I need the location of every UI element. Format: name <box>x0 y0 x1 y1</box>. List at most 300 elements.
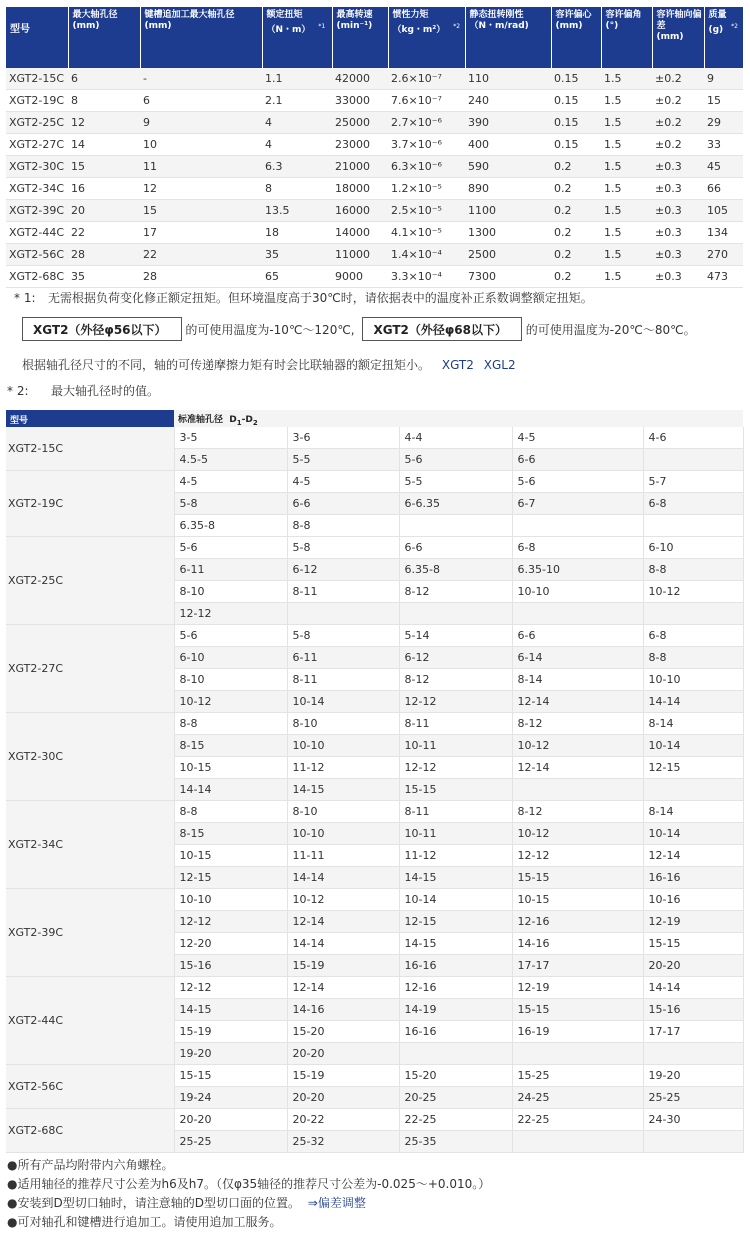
note-1-text: 无需根据负荷变化修正额定扭矩。但环境温度高于30℃时，请依据表中的温度补正系数调整额定扭矩。 <box>48 291 593 305</box>
spec-row <box>6 68 743 90</box>
bore-model-cell: XGT2-15C <box>6 427 174 471</box>
bore-cell: 12-15 <box>643 757 743 779</box>
spec-col-note: *2 <box>731 23 738 30</box>
bore-cell: 20-20 <box>643 955 743 977</box>
bore-cell: 10-14 <box>643 735 743 757</box>
bore-cell <box>512 603 643 625</box>
bore-cell <box>643 449 743 471</box>
temp-box-68: XGT2（外径φ68以下） <box>362 317 522 341</box>
spec-col-header <box>262 7 332 68</box>
spec-cell: 0.15 <box>551 90 601 112</box>
spec-cell: ±0.2 <box>652 112 704 134</box>
bore-model-cell: XGT2-30C <box>6 713 174 801</box>
bore-cell: 20-20 <box>287 1087 399 1109</box>
spec-col-unit: （N・m） <box>266 25 311 35</box>
bore-cell: 5-6 <box>174 537 287 559</box>
bore-cell: 14-15 <box>399 867 512 889</box>
bore-cell: 5-6 <box>399 449 512 471</box>
spec-col-unit: (mm) <box>656 32 684 42</box>
deviation-adjust-link[interactable]: ⇒偏差调整 <box>307 1196 366 1210</box>
bore-cell: 6-7 <box>512 493 643 515</box>
spec-col-note: *1 <box>318 23 326 30</box>
bore-cell: 12-16 <box>399 977 512 999</box>
bore-cell: 5-8 <box>287 537 399 559</box>
spec-row <box>6 244 743 266</box>
bore-cell: 12-14 <box>512 691 643 713</box>
spec-cell: 18000 <box>332 178 388 200</box>
spec-cell: 9 <box>704 68 743 90</box>
torque-note-text: 根据轴孔径尺寸的不同，轴的可传递摩擦力矩有时会比联轴器的额定扭矩小。 <box>22 358 431 372</box>
bore-cell: 14-15 <box>399 933 512 955</box>
spec-cell: 29 <box>704 112 743 134</box>
spec-col-title: 静态扭转刚性 <box>469 10 524 20</box>
spec-col-title: 质量 <box>708 10 727 20</box>
bore-cell: 15-15 <box>512 867 643 889</box>
spec-cell: 134 <box>704 222 743 244</box>
spec-row <box>6 134 743 156</box>
bore-cell: 19-24 <box>174 1087 287 1109</box>
bore-cell <box>643 1131 743 1153</box>
bore-cell: 10-11 <box>399 823 512 845</box>
bore-cell: 12-15 <box>174 867 287 889</box>
spec-cell: 16000 <box>332 200 388 222</box>
spec-col-header <box>652 7 704 68</box>
spec-col-unit: （N・m/rad) <box>469 21 529 31</box>
spec-cell: 2.6×10⁻⁷ <box>388 68 465 90</box>
bore-cell: 11-12 <box>287 757 399 779</box>
bore-cell: 14-15 <box>287 779 399 801</box>
bore-cell: 17-17 <box>512 955 643 977</box>
bore-cell: 5-5 <box>399 471 512 493</box>
spec-cell: 8 <box>262 178 332 200</box>
spec-cell: 22 <box>68 222 140 244</box>
spec-table <box>6 7 744 288</box>
note-2 <box>7 383 159 399</box>
bore-cell: 6-6 <box>399 537 512 559</box>
bore-header-bore <box>174 410 743 427</box>
bore-cell: 8-12 <box>512 713 643 735</box>
spec-cell: 1.5 <box>601 244 652 266</box>
bore-row <box>6 1109 743 1131</box>
spec-cell: 13.5 <box>262 200 332 222</box>
spec-cell: 11 <box>140 156 262 178</box>
spec-col-title: 型号 <box>10 24 30 35</box>
spec-cell: 20 <box>68 200 140 222</box>
spec-model-cell: XGT2-56C <box>6 244 68 266</box>
spec-cell: 1.4×10⁻⁴ <box>388 244 465 266</box>
bore-cell: 25-25 <box>643 1087 743 1109</box>
bore-cell: 8-10 <box>174 581 287 603</box>
bore-cell <box>399 1043 512 1065</box>
bore-cell: 20-20 <box>287 1043 399 1065</box>
bore-cell: 15-20 <box>399 1065 512 1087</box>
spec-cell: 0.15 <box>551 68 601 90</box>
spec-cell: 240 <box>465 90 551 112</box>
bullet-1: ●所有产品均附带内六角螺栓。 <box>7 1158 174 1172</box>
bore-row <box>6 1065 743 1087</box>
spec-cell: ±0.3 <box>652 222 704 244</box>
bore-cell: 11-11 <box>287 845 399 867</box>
bullet-3 <box>7 1194 366 1212</box>
spec-cell: 11000 <box>332 244 388 266</box>
spec-cell: 7.6×10⁻⁷ <box>388 90 465 112</box>
bore-table <box>6 410 744 1153</box>
spec-col-unit: (mm) <box>144 21 172 31</box>
spec-cell: 65 <box>262 266 332 288</box>
bore-cell: 8-11 <box>399 801 512 823</box>
spec-cell: 105 <box>704 200 743 222</box>
bore-model-cell: XGT2-56C <box>6 1065 174 1109</box>
spec-cell: 14 <box>68 134 140 156</box>
spec-cell: 12 <box>68 112 140 134</box>
spec-col-title: 额定扭矩 <box>266 10 303 20</box>
bore-cell <box>287 603 399 625</box>
bore-cell: 3-5 <box>174 427 287 449</box>
bore-cell <box>512 779 643 801</box>
bore-cell: 5-8 <box>174 493 287 515</box>
bore-cell: 6-8 <box>512 537 643 559</box>
spec-row <box>6 266 743 288</box>
spec-col-unit: (min⁻¹) <box>336 21 373 31</box>
bore-row <box>6 427 743 449</box>
bore-cell: 3-6 <box>287 427 399 449</box>
spec-model-cell: XGT2-25C <box>6 112 68 134</box>
bore-cell <box>399 603 512 625</box>
spec-model-cell: XGT2-15C <box>6 68 68 90</box>
bore-cell: 15-19 <box>287 1065 399 1087</box>
spec-col-header <box>388 7 465 68</box>
spec-col-title: 容许偏角 <box>605 10 642 20</box>
bore-cell: 14-16 <box>287 999 399 1021</box>
spec-cell: 1100 <box>465 200 551 222</box>
spec-cell: 15 <box>704 90 743 112</box>
spec-cell: 0.2 <box>551 200 601 222</box>
spec-col-title: 最大轴孔径 <box>72 10 118 20</box>
spec-cell: 590 <box>465 156 551 178</box>
spec-col-header <box>332 7 388 68</box>
bore-cell: 10-10 <box>287 735 399 757</box>
bore-cell: 10-11 <box>399 735 512 757</box>
bore-cell: 8-8 <box>643 559 743 581</box>
bore-cell: 4-4 <box>399 427 512 449</box>
spec-cell: 66 <box>704 178 743 200</box>
spec-cell: ±0.3 <box>652 244 704 266</box>
spec-col-header <box>68 7 140 68</box>
spec-col-header <box>601 7 652 68</box>
bore-cell <box>643 515 743 537</box>
bore-cell: 8-15 <box>174 735 287 757</box>
bore-cell: 8-14 <box>643 713 743 735</box>
bore-cell: 14-14 <box>174 779 287 801</box>
bore-cell: 15-15 <box>399 779 512 801</box>
spec-cell: 6.3×10⁻⁶ <box>388 156 465 178</box>
bore-cell: 14-19 <box>399 999 512 1021</box>
bore-cell: 15-16 <box>643 999 743 1021</box>
bore-cell: 12-14 <box>512 757 643 779</box>
bore-cell: 10-15 <box>174 757 287 779</box>
bore-cell: 6-6 <box>512 625 643 647</box>
link-xgl2[interactable]: XGL2 <box>483 358 516 372</box>
spec-cell: ±0.2 <box>652 90 704 112</box>
spec-cell: 21000 <box>332 156 388 178</box>
bore-cell: 5-6 <box>174 625 287 647</box>
spec-cell: 2500 <box>465 244 551 266</box>
spec-cell: 15 <box>68 156 140 178</box>
bore-cell: 15-15 <box>174 1065 287 1087</box>
bore-cell: 4-5 <box>287 471 399 493</box>
bore-cell: 10-10 <box>643 669 743 691</box>
spec-model-cell: XGT2-27C <box>6 134 68 156</box>
bore-model-cell: XGT2-25C <box>6 537 174 625</box>
bore-cell: 6-11 <box>174 559 287 581</box>
spec-cell: ±0.3 <box>652 200 704 222</box>
bore-cell: 5-7 <box>643 471 743 493</box>
bore-cell: 6.35-8 <box>399 559 512 581</box>
spec-cell: 35 <box>262 244 332 266</box>
spec-cell: ±0.3 <box>652 266 704 288</box>
bore-row <box>6 977 743 999</box>
spec-cell: 1.5 <box>601 178 652 200</box>
spec-row <box>6 222 743 244</box>
bore-cell: 5-5 <box>287 449 399 471</box>
bore-cell: 14-14 <box>287 933 399 955</box>
bore-cell: 14-14 <box>287 867 399 889</box>
spec-cell: 15 <box>140 200 262 222</box>
spec-cell: 25000 <box>332 112 388 134</box>
bore-cell: 14-15 <box>174 999 287 1021</box>
spec-row <box>6 200 743 222</box>
bore-cell: 24-30 <box>643 1109 743 1131</box>
spec-cell: 890 <box>465 178 551 200</box>
bore-cell: 6.35-8 <box>174 515 287 537</box>
temp-box-56: XGT2（外径φ56以下） <box>22 317 182 341</box>
bore-cell: 8-8 <box>643 647 743 669</box>
bore-cell: 16-19 <box>512 1021 643 1043</box>
bore-cell: 10-12 <box>287 889 399 911</box>
spec-cell: 3.3×10⁻⁴ <box>388 266 465 288</box>
bore-cell: 8-11 <box>287 669 399 691</box>
spec-cell: 0.2 <box>551 156 601 178</box>
bore-cell: 15-20 <box>287 1021 399 1043</box>
bore-model-cell: XGT2-68C <box>6 1109 174 1153</box>
bore-cell: 8-12 <box>512 801 643 823</box>
bore-cell <box>512 1043 643 1065</box>
bore-cell <box>643 603 743 625</box>
bore-cell: 10-15 <box>512 889 643 911</box>
spec-cell: 4 <box>262 134 332 156</box>
bore-cell: 6-10 <box>174 647 287 669</box>
bore-cell: 10-10 <box>174 889 287 911</box>
bore-cell <box>643 1043 743 1065</box>
spec-cell: 4 <box>262 112 332 134</box>
bullet-3-text: ●安装到D型切口轴时，请注意轴的D型切口面的位置。 <box>7 1196 300 1210</box>
bore-cell: 8-15 <box>174 823 287 845</box>
spec-cell: 0.2 <box>551 244 601 266</box>
spec-cell: 9 <box>140 112 262 134</box>
bore-cell: 8-8 <box>287 515 399 537</box>
bore-cell: 10-16 <box>643 889 743 911</box>
torque-note <box>22 357 516 373</box>
bore-cell: 19-20 <box>643 1065 743 1087</box>
bore-cell: 10-15 <box>174 845 287 867</box>
spec-cell: 6 <box>140 90 262 112</box>
bore-cell: 8-14 <box>643 801 743 823</box>
spec-cell: 1.2×10⁻⁵ <box>388 178 465 200</box>
bore-cell: 12-12 <box>174 977 287 999</box>
spec-model-cell: XGT2-44C <box>6 222 68 244</box>
bore-cell: 12-14 <box>287 911 399 933</box>
spec-col-header <box>140 7 262 68</box>
bore-model-cell: XGT2-34C <box>6 801 174 889</box>
bore-cell: 15-16 <box>174 955 287 977</box>
spec-model-cell: XGT2-39C <box>6 200 68 222</box>
link-xgt2[interactable]: XGT2 <box>441 358 474 372</box>
bore-cell: 4.5-5 <box>174 449 287 471</box>
spec-col-unit: (°) <box>605 21 619 31</box>
bore-cell: 25-32 <box>287 1131 399 1153</box>
spec-col-title: 惯性力矩 <box>392 10 429 20</box>
spec-cell: 270 <box>704 244 743 266</box>
spec-row <box>6 156 743 178</box>
bore-cell: 5-8 <box>287 625 399 647</box>
bore-cell: 15-25 <box>512 1065 643 1087</box>
bore-cell: 12-12 <box>512 845 643 867</box>
spec-cell: 473 <box>704 266 743 288</box>
spec-cell: 14000 <box>332 222 388 244</box>
spec-cell: 7300 <box>465 266 551 288</box>
bore-cell: 22-25 <box>512 1109 643 1131</box>
spec-cell: 18 <box>262 222 332 244</box>
spec-col-unit: (mm) <box>555 21 583 31</box>
bore-header-row <box>6 410 743 427</box>
spec-cell: 390 <box>465 112 551 134</box>
spec-row <box>6 178 743 200</box>
spec-header-row <box>6 7 743 68</box>
spec-model-cell: XGT2-34C <box>6 178 68 200</box>
spec-cell: 10 <box>140 134 262 156</box>
bore-cell: 10-12 <box>512 735 643 757</box>
bore-cell: 10-10 <box>287 823 399 845</box>
spec-col-unit: (mm) <box>72 21 100 31</box>
bore-header-dash: -D <box>241 415 253 426</box>
bore-cell: 5-6 <box>512 471 643 493</box>
bore-cell: 14-14 <box>643 977 743 999</box>
spec-model-cell: XGT2-30C <box>6 156 68 178</box>
bore-cell: 14-14 <box>643 691 743 713</box>
spec-cell: 17 <box>140 222 262 244</box>
bore-cell <box>399 515 512 537</box>
bore-cell: 5-14 <box>399 625 512 647</box>
bore-cell: 15-19 <box>287 955 399 977</box>
spec-cell: 1.5 <box>601 266 652 288</box>
bore-cell: 16-16 <box>399 955 512 977</box>
bore-cell: 12-16 <box>512 911 643 933</box>
spec-cell: 22 <box>140 244 262 266</box>
spec-col-title: 最高转速 <box>336 10 373 20</box>
spec-col-header <box>6 7 68 68</box>
bore-cell: 10-14 <box>399 889 512 911</box>
spec-cell: ±0.2 <box>652 134 704 156</box>
bore-cell: 19-20 <box>174 1043 287 1065</box>
spec-cell: 0.2 <box>551 266 601 288</box>
bore-cell: 14-16 <box>512 933 643 955</box>
bore-cell: 6-6 <box>512 449 643 471</box>
spec-cell: - <box>140 68 262 90</box>
bore-header-sub2: 2 <box>252 418 258 427</box>
note-2-mark: * 2: <box>7 384 29 398</box>
bore-cell: 8-12 <box>399 581 512 603</box>
bore-cell: 8-14 <box>512 669 643 691</box>
spec-cell: 400 <box>465 134 551 156</box>
spec-cell: 0.15 <box>551 112 601 134</box>
bore-cell: 8-11 <box>399 713 512 735</box>
bore-row <box>6 471 743 493</box>
temperature-line <box>22 317 696 343</box>
bore-cell: 12-19 <box>512 977 643 999</box>
spec-col-title: 容许偏心 <box>555 10 592 20</box>
temp-text-56: 的可使用温度为-10℃～120℃, <box>185 322 355 337</box>
spec-col-unit: （kg・m²） <box>392 25 446 35</box>
bore-cell: 6.35-10 <box>512 559 643 581</box>
bore-cell: 6-14 <box>512 647 643 669</box>
bore-cell: 20-20 <box>174 1109 287 1131</box>
spec-cell: 8 <box>68 90 140 112</box>
bore-cell <box>512 1131 643 1153</box>
spec-cell: 23000 <box>332 134 388 156</box>
note-1-mark: * 1: <box>14 291 36 305</box>
spec-cell: 1300 <box>465 222 551 244</box>
bore-cell: 8-10 <box>174 669 287 691</box>
spec-cell: 2.7×10⁻⁶ <box>388 112 465 134</box>
spec-cell: ±0.3 <box>652 156 704 178</box>
bore-cell: 8-12 <box>399 669 512 691</box>
spec-col-note: *2 <box>453 23 461 30</box>
bore-cell: 8-11 <box>287 581 399 603</box>
bore-header-d1: D <box>229 415 237 426</box>
spec-cell: 1.5 <box>601 156 652 178</box>
bore-cell: 6-12 <box>399 647 512 669</box>
bore-cell: 12-12 <box>399 691 512 713</box>
spec-cell: 45 <box>704 156 743 178</box>
spec-col-header <box>551 7 601 68</box>
bore-cell: 8-8 <box>174 713 287 735</box>
note-1 <box>14 290 593 306</box>
spec-cell: 9000 <box>332 266 388 288</box>
bore-cell: 11-12 <box>399 845 512 867</box>
spec-cell: 12 <box>140 178 262 200</box>
bore-cell: 4-6 <box>643 427 743 449</box>
bore-model-cell: XGT2-27C <box>6 625 174 713</box>
spec-cell: 35 <box>68 266 140 288</box>
bore-row <box>6 713 743 735</box>
spec-cell: 4.1×10⁻⁵ <box>388 222 465 244</box>
spec-cell: 0.2 <box>551 222 601 244</box>
spec-col-unit: (g) <box>708 25 724 35</box>
bore-cell <box>512 515 643 537</box>
bore-cell: 17-17 <box>643 1021 743 1043</box>
note-2-text: 最大轴孔径时的值。 <box>51 384 160 398</box>
spec-cell: 0.15 <box>551 134 601 156</box>
bore-cell: 15-15 <box>643 933 743 955</box>
bore-cell: 16-16 <box>399 1021 512 1043</box>
bore-header-label: 标准轴孔径 <box>178 415 224 426</box>
bore-cell: 4-5 <box>174 471 287 493</box>
bore-cell: 12-20 <box>174 933 287 955</box>
spec-col-header <box>704 7 743 68</box>
spec-row <box>6 90 743 112</box>
bore-cell: 12-14 <box>287 977 399 999</box>
spec-col-header <box>465 7 551 68</box>
